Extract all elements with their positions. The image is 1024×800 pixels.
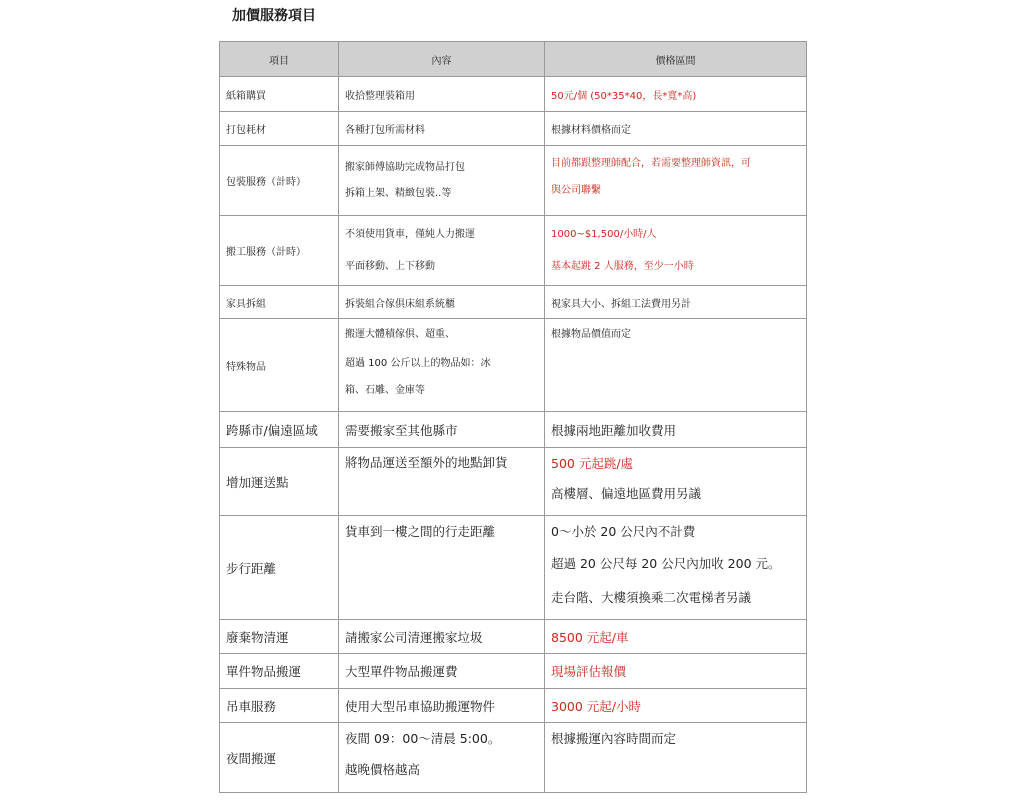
row-item: 吊車服務 [220, 689, 339, 723]
table-row [220, 319, 807, 412]
row-price: 0～小於 20 公尺內不計費 超過 20 公尺每 20 公尺內加收 200 元。 走台階、大樓須換乘二次電梯者另議 [545, 516, 807, 620]
table-row [220, 286, 807, 319]
table-row [220, 112, 807, 146]
row-item: 家具拆組 [220, 286, 339, 319]
row-content: 大型單件物品搬運費 [339, 654, 545, 689]
row-item: 步行距離 [220, 516, 339, 620]
row-content: 需要搬家至其他縣市 [339, 412, 545, 448]
row-content: 不須使用貨車，僅純人力搬運 平面移動、上下移動 [339, 216, 545, 286]
table-row [220, 216, 807, 286]
table-row [220, 654, 807, 689]
table-row [220, 77, 807, 112]
row-content: 夜間 09：00～清晨 5:00。 越晚價格越高 [339, 723, 545, 793]
row-item: 搬工服務（計時） [220, 216, 339, 286]
row-price: 50元/個 (50*35*40，長*寬*高) [545, 77, 807, 112]
row-content: 拆裝組合傢俱床組系統櫃 [339, 286, 545, 319]
row-price: 8500 元起/車 [545, 620, 807, 654]
table-row [220, 448, 807, 516]
row-price: 根據材料價格而定 [545, 112, 807, 146]
row-item: 紙箱購買 [220, 77, 339, 112]
row-content: 貨車到一樓之間的行走距離 [339, 516, 545, 620]
row-item: 增加運送點 [220, 448, 339, 516]
row-content: 使用大型吊車協助搬運物件 [339, 689, 545, 723]
row-item: 單件物品搬運 [220, 654, 339, 689]
header-content: 內容 [339, 42, 545, 77]
row-price: 500 元起跳/處 高樓層、偏遠地區費用另議 [545, 448, 807, 516]
row-item: 打包耗材 [220, 112, 339, 146]
price-table [219, 41, 807, 793]
row-item: 包裝服務（計時） [220, 146, 339, 216]
row-content: 搬運大體積傢俱、超重、 超過 100 公斤以上的物品如：冰 箱、石雕、金庫等 [339, 319, 545, 412]
page-title: 加價服務項目 [232, 8, 316, 24]
table-header-row [220, 42, 807, 77]
table-row [220, 146, 807, 216]
row-price: 3000 元起/小時 [545, 689, 807, 723]
table-row [220, 723, 807, 793]
table-row [220, 516, 807, 620]
row-content: 各種打包所需材料 [339, 112, 545, 146]
row-price: 視家具大小、拆組工法費用另計 [545, 286, 807, 319]
row-price: 現場評估報價 [545, 654, 807, 689]
row-price: 1000~$1,500/小時/人 基本起跳 2 人服務，至少一小時 [545, 216, 807, 286]
row-item: 廢棄物清運 [220, 620, 339, 654]
row-item: 夜間搬運 [220, 723, 339, 793]
row-price: 根據兩地距離加收費用 [545, 412, 807, 448]
table-row [220, 689, 807, 723]
row-content: 請搬家公司清運搬家垃圾 [339, 620, 545, 654]
row-price: 目前都跟整理師配合，若需要整理師資訊，可 與公司聯繫 [545, 146, 807, 216]
header-item: 項目 [220, 42, 339, 77]
header-price: 價格區間 [545, 42, 807, 77]
table-row [220, 412, 807, 448]
row-price: 根據搬運內容時間而定 [545, 723, 807, 793]
table-row [220, 620, 807, 654]
row-price: 根據物品價值而定 [545, 319, 807, 412]
row-content: 收拾整理裝箱用 [339, 77, 545, 112]
row-content: 搬家師傅協助完成物品打包 拆箱上架、精緻包裝..等 [339, 146, 545, 216]
row-item: 特殊物品 [220, 319, 339, 412]
row-item: 跨縣市/偏遠區域 [220, 412, 339, 448]
row-content: 將物品運送至額外的地點卸貨 [339, 448, 545, 516]
